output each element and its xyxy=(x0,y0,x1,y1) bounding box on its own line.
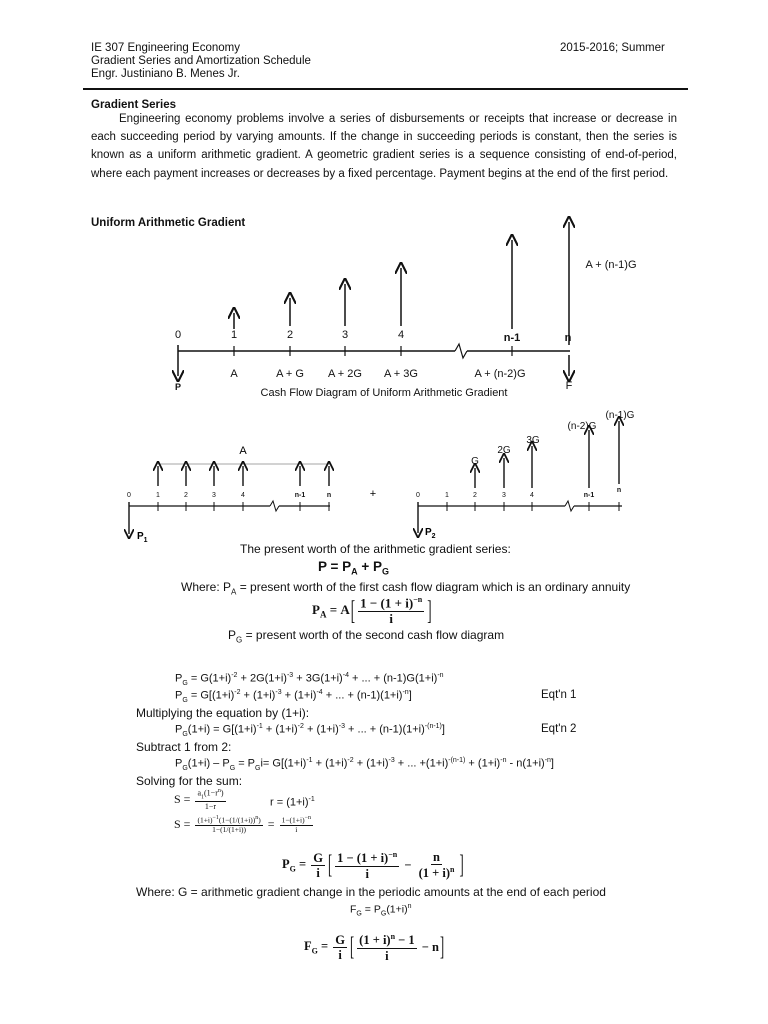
r-definition: $r = (1+i)^{-1}$ xyxy=(270,796,315,809)
period-label: 3 xyxy=(341,329,349,341)
period-label: 1 xyxy=(230,329,238,341)
period-label: n-1 xyxy=(503,332,521,344)
pg-definition: $P_G$ = present worth of the second cash flow diagram xyxy=(228,628,505,645)
fg-relation: $F_G = P_G(1+i)^n$ xyxy=(350,903,412,918)
tick-label: 4 xyxy=(241,492,245,499)
equation-1-label: Eqt'n 1 xyxy=(541,689,577,701)
tick-label: 3 xyxy=(502,492,506,499)
f-label: F xyxy=(565,380,573,392)
diagram-caption: Cash Flow Diagram of Uniform Arithmetic Gradient xyxy=(260,387,508,399)
tick-label: n xyxy=(616,487,622,494)
where-pa: Where: $P_A$ = present worth of the first cash flow diagram which is an ordinary annuity xyxy=(181,580,631,597)
where-g: Where: G = arithmetic gradient change in the periodic amounts at the end of each period xyxy=(136,885,606,899)
gradient-series-paragraph: Engineering economy problems involve a series of disbursements or receipts that increase or decrease in each succeeding period by varying amounts. If the change in succeeding periods is constant, then the series is known as a uniform arithmetic gradient. A geometric gradient series is a sequence consisting of end-of-period, where each payment increases or decreases by a fixed percentage. Payment begins at the end of the first period. xyxy=(91,113,677,180)
tick-label: 0 xyxy=(416,492,420,499)
tick-label: 4 xyxy=(530,492,534,499)
amount-label: A xyxy=(230,368,238,380)
subtract-step: Subtract 1 from 2: xyxy=(136,740,232,754)
sum-expanded-formula: S = $\frac{(1+i)^{-1}(1-(1/(1+i))^n)}{1-(1/(1+i))}$ = $\frac{1-(1+i)^{-n}}{i}$ xyxy=(174,815,311,835)
p2-label: $P_2$ xyxy=(425,527,436,540)
section-title-gradient-series: Gradient Series xyxy=(91,99,177,111)
period-label: 4 xyxy=(397,329,405,341)
amount-label: A + 3G xyxy=(384,368,418,380)
gradient-label: (n-2)G xyxy=(567,421,597,432)
tick-label: 0 xyxy=(127,492,131,499)
amount-label: A + (n-2)G xyxy=(474,368,526,380)
pa-formula: $P_A = A$ [ $\frac{1 - (1 + i)^{-n}}{i}$ ] xyxy=(312,594,432,627)
tick-label: 3 xyxy=(212,492,216,499)
annuity-label: A xyxy=(239,445,247,457)
cash-flow-diagram xyxy=(0,0,768,400)
top-amount-label: A + (n-1)G xyxy=(585,259,637,271)
sum-formula: S = $\frac{a_1(1-r^n)}{1-r}$ xyxy=(174,788,224,812)
subtracted-equation: $P_G(1+i) - P_G = P_Gi= G[(1+i)^{-1} + (1+i)^{-2} + (1+i)^{-3}$ + ... $+(1+i)^{-(n-1)} + (1+i)^{-n} - n(1+i)^{-n}$] xyxy=(175,757,554,772)
period-label: 0 xyxy=(174,329,182,341)
pw-equation: $P = P_A + P_G$ xyxy=(318,559,390,577)
course-title: IE 307 Engineering Economy xyxy=(91,42,240,54)
p-label: P xyxy=(174,382,182,392)
period-label: n xyxy=(564,332,572,344)
pw-intro: The present worth of the arithmetic gradient series: xyxy=(240,542,511,556)
gradient-label: 3G xyxy=(526,435,540,446)
solving-step: Solving for the sum: xyxy=(136,774,243,788)
topic-title: Gradient Series and Amortization Schedule xyxy=(91,55,311,67)
tick-label: n-1 xyxy=(294,492,306,499)
tick-label: 2 xyxy=(473,492,477,499)
tick-label: n xyxy=(326,492,332,499)
equation-2-label: Eqt'n 2 xyxy=(541,723,577,735)
gradient-label: G xyxy=(471,456,479,467)
equation-2: $P_G(1+i) = G[(1+i)^{-1} + (1+i)^{-2} + (1+i)^{-3}$ + ... + $(n-1)(1+i)^{-(n-1)}$] xyxy=(175,723,445,738)
period-label: 2 xyxy=(286,329,294,341)
split-cash-flow-diagrams xyxy=(0,400,768,545)
equation-1: $P_G = G[(1+i)^{-2} + (1+i)^{-3} + (1+i)^{-4}$ + ... + $(n-1)(1+i)^{-n}$] xyxy=(175,689,412,704)
term-label: 2015-2016; Summer xyxy=(560,42,665,54)
plus-sign: + xyxy=(369,488,377,500)
amount-label: A + 2G xyxy=(328,368,362,380)
multiplying-step: Multiplying the equation by (1+i): xyxy=(136,706,310,720)
fg-formula: $F_G$ = $\frac{G}{i}$ [ $\frac{(1 + i)^n - 1}{i}$ − n ] xyxy=(304,931,445,963)
tick-label: 1 xyxy=(156,492,160,499)
section-title-uniform-gradient: Uniform Arithmetic Gradient xyxy=(91,217,246,229)
author-name: Engr. Justiniano B. Menes Jr. xyxy=(91,68,240,80)
amount-label: A + G xyxy=(276,368,304,380)
pg-series-equation: $P_G = G(1+i)^{-2} + 2G(1+i)^{-3} + 3G(1+i)^{-4}$ + ... + $(n-1)G(1+i)^{-n}$ xyxy=(175,672,444,687)
tick-label: 2 xyxy=(184,492,188,499)
tick-label: 1 xyxy=(445,492,449,499)
tick-label: n-1 xyxy=(583,492,595,499)
pg-formula: $P_G$ = $\frac{G}{i}$ [ $\frac{1 - (1 + i)^{-n}}{i}$ − $\frac{n}{(1 + i)^n}$ ] xyxy=(282,849,464,881)
gradient-label: (n-1)G xyxy=(605,410,635,421)
gradient-label: 2G xyxy=(497,445,511,456)
p1-label: $P_1$ xyxy=(137,531,148,544)
